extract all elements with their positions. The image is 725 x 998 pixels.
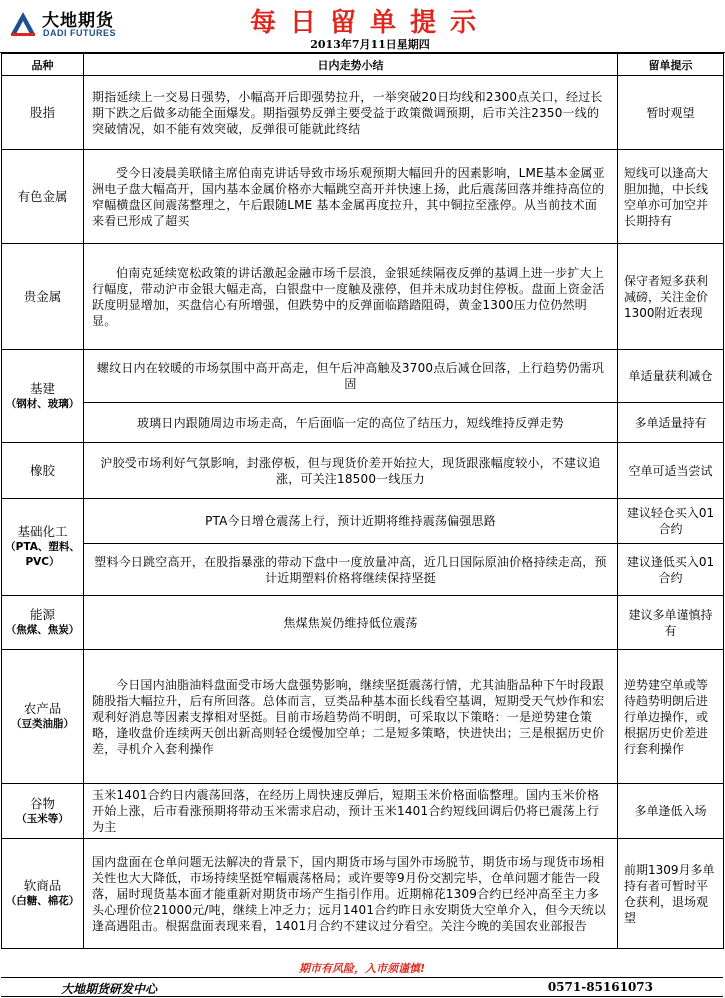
- table-row: [2, 76, 724, 150]
- table-row: [2, 839, 724, 949]
- advice-cell: 建议轻仓买入01合约: [618, 499, 724, 544]
- category-cell: [2, 244, 84, 350]
- summary-cell: 期指延续上一交易日强势，小幅高开后即强势拉升，一举突破20日均线和2300点关口，经过长期下跌之后做多动能全面爆发。期指强势反弹主要受益于政策微调预期，后市关注2350一线的突破情况，如不能有效突破，反弹很可能就此终结: [84, 76, 618, 150]
- logo-chinese-text: 大地期货: [42, 11, 114, 31]
- research-center-name: 大地期货研发中心: [61, 982, 158, 996]
- table-row: [2, 784, 724, 839]
- category-cell: [2, 443, 84, 499]
- category-name: 贵金属: [23, 288, 62, 304]
- advice-cell: 单适量获利减仓: [618, 350, 724, 403]
- summary-cell: PTA今日增仓震荡上行，预计近期将维持震荡偏强思路: [84, 499, 618, 544]
- category-name: 软商品: [23, 878, 62, 893]
- table-row: [2, 150, 724, 244]
- advice-cell: 暂时观望: [618, 76, 724, 150]
- column-header-advice: 留单提示: [618, 54, 724, 76]
- summary-cell: 受今日凌晨美联储主席伯南克讲话导致市场乐观预期大幅回升的因素影响，LME基本金属亚洲电子盘大幅高开，国内基本金属价格亦大幅跳空高开并快速上扬，此后震荡回落并维持高位的窄幅横盘区间震荡整理之，午后跟随LME 基本金属再度拉升，其中铜拉至涨停。从当前技术面来看已形成了超买: [84, 150, 618, 244]
- column-header-variety: 品种: [2, 54, 84, 76]
- table-row: [2, 403, 724, 443]
- table-row: [2, 544, 724, 596]
- advice-cell: 保守者短多获利减磅，关注金价1300附近表现: [618, 244, 724, 350]
- category-subname: （白糖、棉花）: [5, 895, 80, 907]
- category-subname: （焦煤、焦炭）: [5, 624, 80, 636]
- summary-cell: 伯南克延续宽松政策的讲话激起金融市场千层浪，金银延续隔夜反弹的基调上进一步扩大上行幅度，带动沪市金银大幅走高，白银盘中一度触及涨停，但并未成功封住停板。盘面上资金活跃度明显增加，买盘信心有所增强，但跌势中的反弹面临踏踏阻碍，黄金1300压力位仍然明显。: [84, 244, 618, 350]
- report-date: 2013年7月11日星期四: [310, 38, 430, 51]
- header: [0, 0, 725, 53]
- advice-cell: 前期1309月多单持有者可暂时平仓获利，退场观望: [618, 839, 724, 949]
- summary-cell: 今日国内油脂油料盘面受市场大盘强势影响，继续坚挺震荡行情，尤其油脂品种下午时段跟随股指大幅拉升，后有所回落。总体而言，豆类品种基本面长线看空基调，短期受天气炒作和宏观利好消息等因素支撑相对坚挺。目前市场趋势尚不明朗，可采取以下策略：一是逆势建仓策略，逢收盘价连续两天创出新高则轻仓缓慢加空单；二是短多策略，快进快出；三是根据历史价差，寻机介入套利操作: [84, 650, 618, 784]
- logo-english-text: DADI FUTURES: [43, 28, 116, 38]
- table-row: [2, 443, 724, 499]
- category-cell: [2, 350, 84, 443]
- category-name: 橡胶: [29, 462, 55, 478]
- risk-warning: 期市有风险，入市须谨慎!: [298, 962, 426, 975]
- advice-cell: 建议逢低买入01合约: [618, 544, 724, 596]
- category-cell: [2, 784, 84, 839]
- footer: [1, 977, 723, 997]
- advice-cell: 短线可以逢高大胆加抛，中长线空单亦可加空并长期持有: [618, 150, 724, 244]
- category-cell: [2, 150, 84, 244]
- category-subname: （玉米等）: [16, 812, 69, 825]
- summary-cell: 焦煤焦炭仍维持低位震荡: [84, 596, 618, 650]
- category-name: 谷物: [29, 795, 55, 811]
- category-cell: [2, 596, 84, 650]
- category-name: 能源: [29, 607, 55, 622]
- table-header-row: [2, 54, 724, 76]
- summary-cell: 塑料今日跳空高开，在股指暴涨的带动下盘中一度放量冲高，近几日国际原油价格持续走高，预计近期塑料价格将继续保持坚挺: [84, 544, 618, 596]
- advice-cell: 空单可适当尝试: [618, 443, 724, 499]
- category-name: 基础化工: [17, 524, 68, 539]
- summary-cell: 玻璃日内跟随周边市场走高，午后面临一定的高位了结压力，短线维持反弹走势: [84, 403, 618, 443]
- category-cell: [2, 76, 84, 150]
- category-subname: （PTA、塑料、PVC）: [5, 541, 80, 568]
- category-name: 股指: [29, 104, 55, 120]
- category-cell: [2, 839, 84, 949]
- summary-cell: 沪胶受市场利好气氛影响，封涨停板，但与现货价差开始拉大，现货跟涨幅度较小，不建议追涨，可关注18500一线压力: [84, 443, 618, 499]
- category-cell: [2, 650, 84, 784]
- category-subname: （钢材、玻璃）: [5, 397, 80, 410]
- column-header-summary: 日内走势小结: [84, 54, 618, 76]
- summary-cell: 螺纹日内在较暖的市场氛围中高开高走，但午后冲高触及3700点后减仓回落，上行趋势仍需巩固: [84, 350, 618, 403]
- category-name: 基建: [29, 380, 55, 396]
- table-row: [2, 596, 724, 650]
- advice-cell: 逆势建空单或等待趋势明朗后进行单边操作，或根据历史价差进行套利操作: [618, 650, 724, 784]
- contact-phone: 0571-85161073: [547, 980, 653, 994]
- dadi-futures-logo: [8, 6, 148, 40]
- category-name: 有色金属: [17, 188, 68, 204]
- advice-cell: 建议多单谨慎持有: [618, 596, 724, 650]
- advice-cell: 多单适量持有: [618, 403, 724, 443]
- table-row: [2, 499, 724, 544]
- table-row: [2, 650, 724, 784]
- summary-cell: 玉米1401合约日内震荡回落，在经历上周快速反弹后，短期玉米价格面临整理。国内玉米价格开始上涨，后市看涨预期将带动玉米需求启动，预计玉米1401合约短线回调后仍将已震荡上行为主: [84, 784, 618, 839]
- tips-table: [1, 53, 724, 949]
- category-subname: （豆类油脂）: [11, 718, 74, 730]
- category-cell: [2, 499, 84, 596]
- dadi-logo-icon: [8, 8, 38, 38]
- table-row: [2, 350, 724, 403]
- summary-cell: 国内盘面在仓单问题无法解决的背景下，国内期货市场与国外市场脱节，期货市场与现货市场相关性也大大降低，市场持续坚挺窄幅震荡格局；或许要等9月份交割完毕，仓单问题才能告一段落，届时现货基本面才能重新对期货市场产生指引作用。近期棉花1309合约已经冲高至主力多头心理价位21000元/吨，继续上冲乏力；远月1401合约昨日永安期货大空单介入，但今天统以逢高遇阻击。根据盘面表现来看，1401月合约不建议过分看空。关注今晚的美国农业部报告: [84, 839, 618, 949]
- table-row: [2, 244, 724, 350]
- page-title: 每日留单提示: [249, 8, 490, 38]
- category-name: 农产品: [23, 701, 62, 716]
- advice-cell: 多单逢低入场: [618, 784, 724, 839]
